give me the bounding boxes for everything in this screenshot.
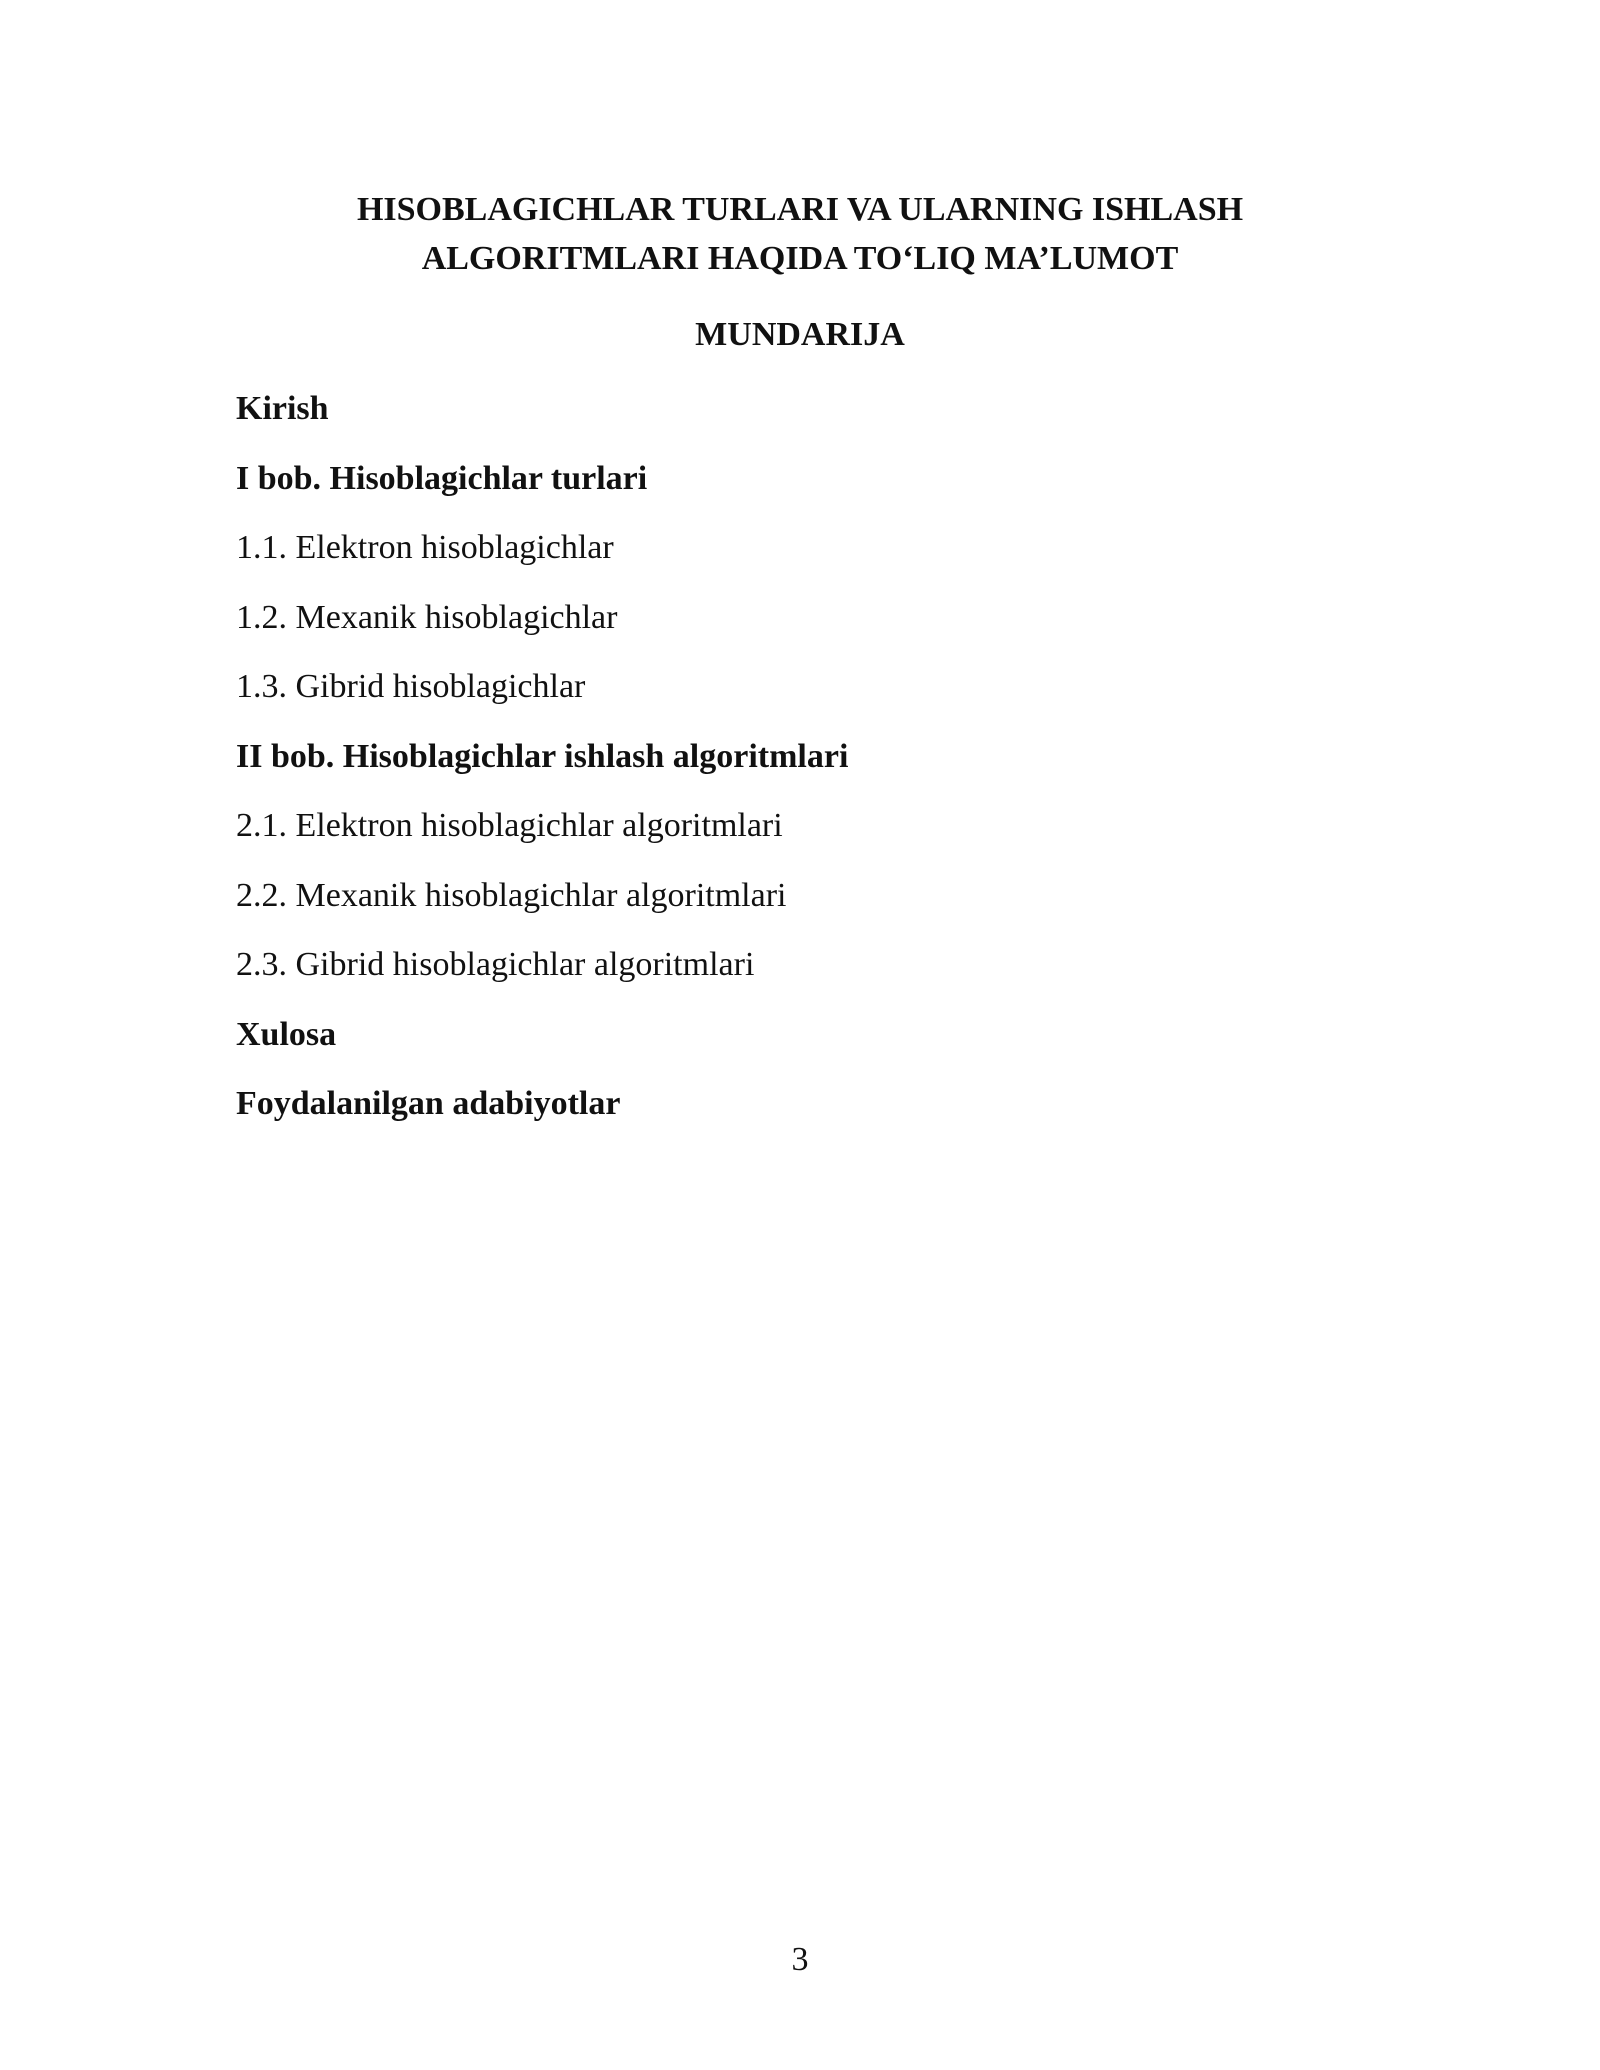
toc-item-xulosa: Xulosa (236, 1015, 337, 1053)
table-of-contents (236, 384, 1364, 1149)
toc-item-2-1: 2.1. Elektron hisoblagichlar algoritmlari (236, 807, 783, 844)
toc-item-chapter-2: II bob. Hisoblagichlar ishlash algoritmlari (236, 737, 849, 775)
document-title (236, 185, 1364, 283)
toc-item-1-1: 1.1. Elektron hisoblagichlar (236, 529, 614, 566)
document-title-line: HISOBLAGICHLAR TURLARI VA ULARNING ISHLASH (356, 191, 1244, 228)
page-number: 3 (791, 1941, 809, 1978)
toc-heading: MUNDARIJA (695, 316, 905, 353)
document-title-line: ALGORITMLARI HAQIDA TO‘LIQ MA’LUMOT (421, 240, 1179, 277)
toc-item-kirish: Kirish (236, 390, 329, 427)
toc-item-chapter-1: I bob. Hisoblagichlar turlari (236, 459, 648, 497)
toc-item-1-3: 1.3. Gibrid hisoblagichlar (236, 668, 586, 705)
toc-item-adabiyotlar: Foydalanilgan adabiyotlar (236, 1085, 621, 1122)
toc-item-2-3: 2.3. Gibrid hisoblagichlar algoritmlari (236, 946, 755, 983)
toc-item-2-2: 2.2. Mexanik hisoblagichlar algoritmlari (236, 876, 787, 914)
toc-item-1-2: 1.2. Mexanik hisoblagichlar (236, 598, 618, 636)
